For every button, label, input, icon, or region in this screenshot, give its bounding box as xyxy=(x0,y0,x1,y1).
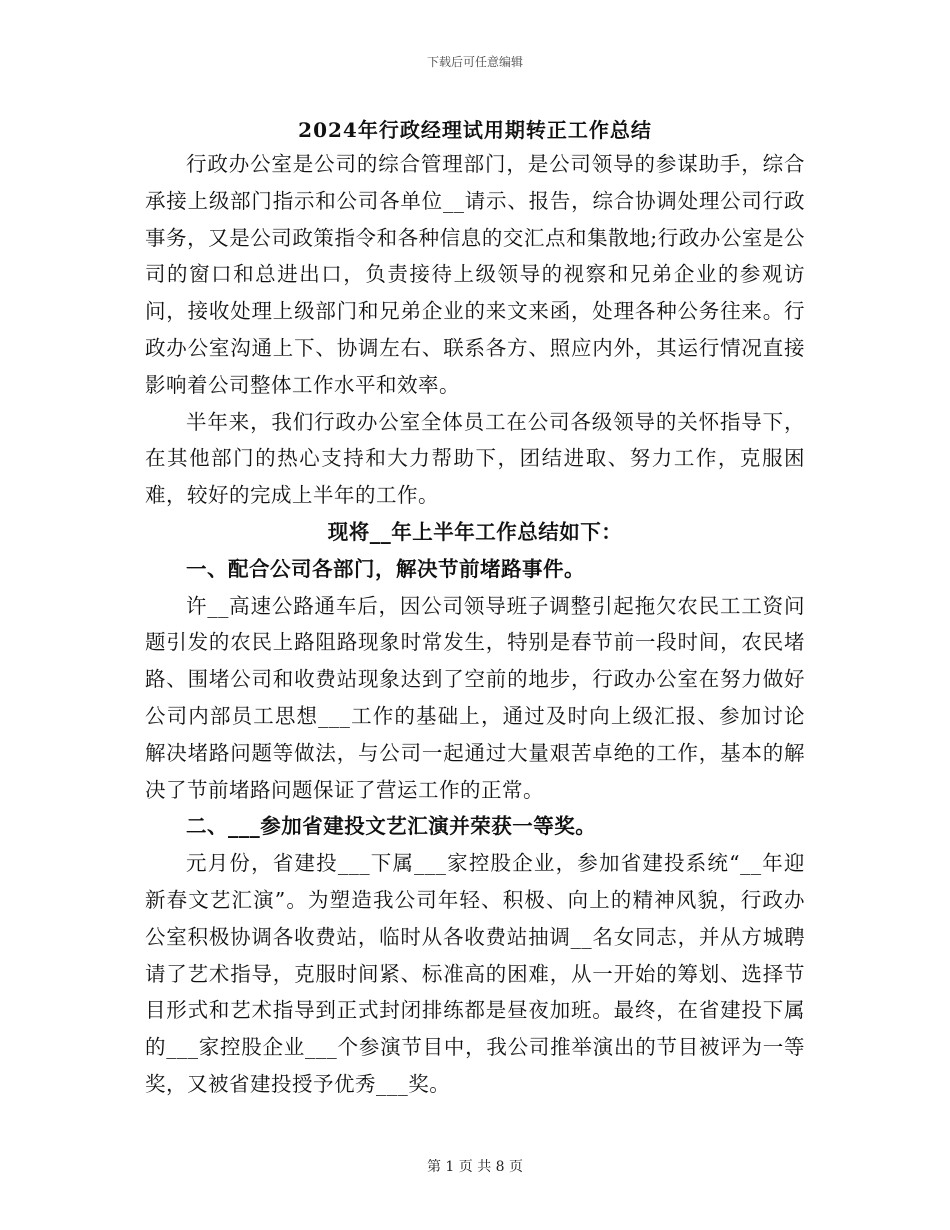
section-1-heading: 一、配合公司各部门，解决节前堵路事件。 xyxy=(186,556,585,581)
document-title: 2024年行政经理试用期转正工作总结 xyxy=(298,118,652,142)
document-body xyxy=(145,146,805,1103)
page-footer-page-number: 第 1 页 共 8 页 xyxy=(426,1159,524,1175)
section-2-heading: 二、___参加省建投文艺汇演并荣获一等奖。 xyxy=(186,814,597,839)
page-header-note: 下载后可任意编辑 xyxy=(426,55,523,69)
section-2-text: 元月份，省建投___下属___家控股企业，参加省建投系统“__年迎新春文艺汇演”。为塑造我公司年轻、积极、向上的精神风貌，行政办公室积极协调各收费站，临时从各收费站抽调__名女同志，并从方城聘请了艺术指导，克服时间紧、标准高的困难，从一开始的筹划、选择节目形式和艺术指导到正式封闭排练都是昼夜加班。最终，在省建投下属的___家控股企业___个参演节目中，我公司推举演出的节目被评为一等奖，又被省建投授予优秀___奖。 xyxy=(145,851,805,1096)
paragraph-half-year: 半年来，我们行政办公室全体员工在公司各级领导的关怀指导下，在其他部门的热心支持和大力帮助下，团结进取、努力工作，克服困难，较好的完成上半年的工作。 xyxy=(145,409,805,508)
paragraph-intro: 行政办公室是公司的综合管理部门，是公司领导的参谋助手，综合承接上级部门指示和公司各单位__请示、报告，综合协调处理公司行政事务，又是公司政策指令和各种信息的交汇点和集散地;行政办公室是公司的窗口和总进出口，负责接待上级领导的视察和兄弟企业的参观访问，接收处理上级部门和兄弟企业的来文来函，处理各种公务往来。行政办公室沟通上下、协调左右、联系各方、照应内外，其运行情况直接影响着公司整体工作水平和效率。 xyxy=(145,152,805,397)
section-1-text: 许__高速公路通车后，因公司领导班子调整引起拖欠农民工工资问题引发的农民上路阻路现象时常发生，特别是春节前一段时间，农民堵路、围堵公司和收费站现象达到了空前的地步，行政办公室在努力做好公司内部员工思想___工作的基础上，通过及时向上级汇报、参加讨论解决堵路问题等做法，与公司一起通过大量艰苦卓绝的工作，基本的解决了节前堵路问题保证了营运工作的正常。 xyxy=(145,593,805,802)
summary-line: 现将__年上半年工作总结如下： xyxy=(327,519,623,544)
